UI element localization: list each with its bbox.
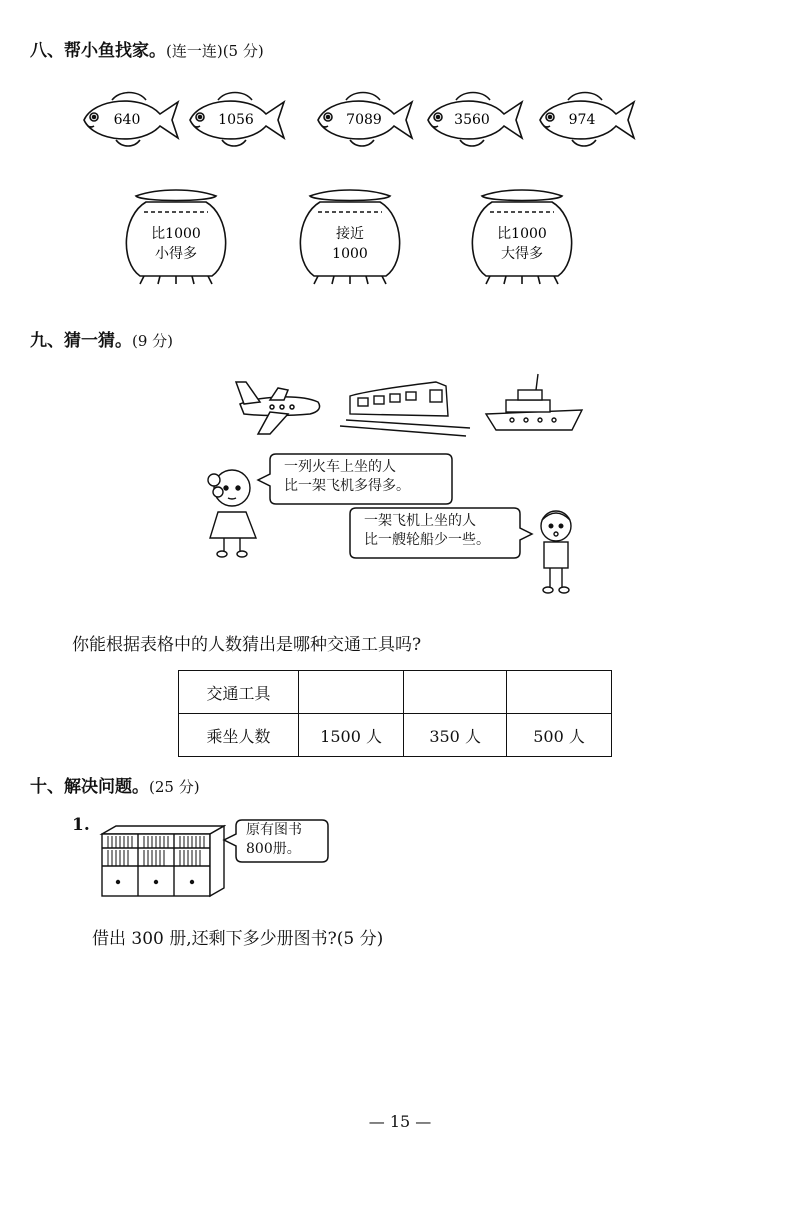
pot-label-line2: 1000 (332, 246, 368, 262)
table-cell-value: 500 人 (507, 714, 612, 757)
girl-speech-line1: 一列火车上坐的人 (284, 459, 396, 475)
page-number: 15 (389, 1112, 411, 1131)
pot-label-line2: 小得多 (155, 246, 197, 262)
table-cell-value: 350 人 (404, 714, 507, 757)
bookshelf-icon (102, 826, 224, 896)
fish-label: 974 (568, 112, 596, 128)
fish-label: 1056 (218, 112, 254, 128)
section-10-note: (25 分) (149, 778, 200, 796)
boy-speech-text (364, 512, 490, 550)
fish-4[interactable] (416, 90, 526, 150)
boy-icon (541, 511, 571, 593)
bookshelf-speech-line1: 原有图书 (246, 822, 302, 838)
table-cell-blank[interactable] (507, 671, 612, 714)
airplane-icon (236, 382, 320, 434)
footer-dash-left: — (368, 1112, 390, 1131)
page-footer (0, 1112, 800, 1131)
pot-1[interactable] (118, 188, 234, 288)
pot-label-line1: 接近 (336, 226, 364, 242)
table-cell-blank[interactable] (404, 671, 507, 714)
bookshelf-illustration (96, 822, 226, 898)
girl-speech-line2: 比一架飞机多得多。 (284, 478, 410, 494)
table-cell-value: 1500 人 (299, 714, 404, 757)
problem-1-question: 借出 300 册,还剩下多少册图书?(5 分) (92, 929, 384, 949)
vehicle-table (178, 670, 612, 757)
table-header-vehicle: 交通工具 (179, 671, 299, 714)
section-9-heading (30, 326, 173, 351)
section-10-title: 十、解决问题。 (30, 777, 149, 797)
fish-label: 7089 (346, 112, 382, 128)
section-8-heading (30, 36, 264, 61)
pot-label-line1: 比1000 (497, 226, 547, 242)
pot-3[interactable] (464, 188, 580, 288)
section-8-title: 八、帮小鱼找家。 (30, 41, 166, 61)
ship-icon (486, 374, 582, 430)
fish-label: 640 (113, 112, 141, 128)
pot-label-line1: 比1000 (151, 226, 201, 242)
section-9-question: 你能根据表格中的人数猜出是哪种交通工具吗? (72, 635, 422, 655)
table-header-passengers: 乘坐人数 (179, 714, 299, 757)
pot-2[interactable] (292, 188, 408, 288)
girl-speech-text (284, 458, 410, 496)
table-cell-blank[interactable] (299, 671, 404, 714)
section-8-note: (连一连)(5 分) (166, 42, 264, 60)
bookshelf-speech-text (246, 821, 302, 859)
bookshelf-speech-line2: 800册。 (246, 841, 301, 857)
girl-icon (208, 470, 256, 557)
vehicles-illustration (200, 370, 610, 445)
pot-label-line2: 大得多 (501, 246, 543, 262)
boy-speech-line2: 比一艘轮船少一些。 (364, 532, 490, 548)
problem-1-number: 1. (72, 815, 90, 835)
fish-3[interactable] (306, 90, 416, 150)
footer-dash-right: — (410, 1112, 432, 1131)
train-icon (340, 382, 470, 436)
section-9-note: (9 分) (132, 332, 174, 350)
fish-2[interactable] (178, 90, 288, 150)
boy-speech-line1: 一架飞机上坐的人 (364, 513, 476, 529)
table-row (179, 714, 612, 757)
section-10-heading (30, 772, 200, 797)
boy-illustration (526, 506, 586, 596)
table-row (179, 671, 612, 714)
fish-5[interactable] (528, 90, 638, 150)
section-9-title: 九、猜一猜。 (30, 331, 132, 351)
fish-1[interactable] (72, 90, 182, 150)
fish-label: 3560 (454, 112, 490, 128)
